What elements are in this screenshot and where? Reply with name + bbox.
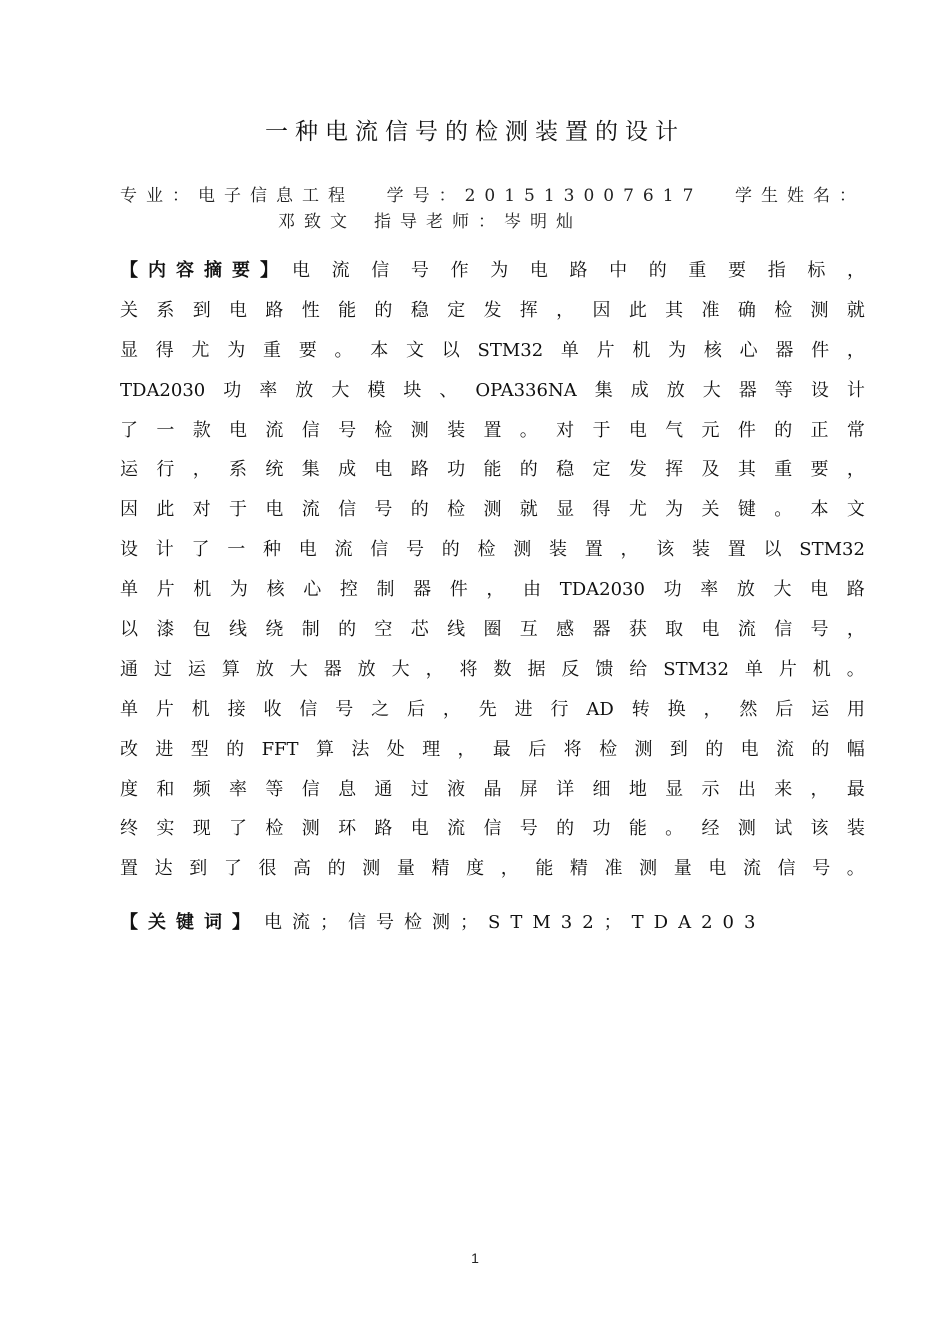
abstract-line — [120, 656, 865, 696]
abstract-line-text: 置 达 到 了 很 高 的 测 量 精 度 ， 能 精 准 测 量 电 流 信 号 。 — [120, 858, 865, 880]
page-title: 一种电流信号的检测装置的设计 — [265, 119, 685, 145]
abstract-line — [120, 496, 865, 536]
abstract-line-text: 度 和 频 率 等 信 息 通 过 液 晶 屏 详 细 地 显 示 出 来 ， 最 — [120, 778, 865, 800]
abstract-line-text: 电 流 信 号 作 为 电 路 中 的 重 要 指 标 ， — [292, 260, 865, 281]
abstract-line-text: 以 漆 包 线 绕 制 的 空 芯 线 圈 互 感 器 获 取 电 流 信 号 ， — [120, 619, 865, 641]
abstract-line — [120, 377, 865, 417]
abstract-line-text: TDA2030 功 率 放 大 模 块 、 OPA336NA 集 成 放 大 器 等 设 计 — [120, 379, 865, 401]
keywords-text: 电流；信号检测；STM32；TDA203 — [264, 912, 766, 933]
abstract-line-text: 通 过 运 算 放 大 器 放 大 ， 将 数 据 反 馈 给 STM32 单 片 机 。 — [120, 658, 865, 680]
abstract-line-text: 单 片 机 为 核 心 控 制 器 件 ， 由 TDA2030 功 率 放 大 电 路 — [120, 579, 865, 601]
author-info-line-2 — [278, 207, 698, 232]
keywords-label: 【关键词】 — [120, 912, 260, 933]
student-id-field: 学号：201513007617 — [386, 186, 703, 206]
abstract — [120, 257, 865, 895]
advisor-field: 指导老师：岑明灿 — [374, 212, 582, 232]
abstract-line-text: 了 一 款 电 流 信 号 检 测 装 置 。 对 于 电 气 元 件 的 正 常 — [120, 419, 865, 441]
student-name-value: 邓致文 — [278, 212, 356, 232]
abstract-line — [120, 736, 865, 776]
student-name-label: 学生姓名： — [734, 186, 865, 206]
page-number: 1 — [471, 1250, 479, 1266]
abstract-line-text: 改 进 型 的 FFT 算 法 处 理 ， 最 后 将 检 测 到 的 电 流 的 幅 — [120, 738, 865, 760]
abstract-line-text: 显 得 尤 为 重 要 。 本 文 以 STM32 单 片 机 为 核 心 器 件 ， — [120, 339, 865, 361]
abstract-line — [120, 337, 865, 377]
abstract-line — [120, 815, 865, 855]
abstract-line — [120, 616, 865, 656]
abstract-line — [120, 417, 865, 457]
abstract-line-text: 关 系 到 电 路 性 能 的 稳 定 发 挥 ， 因 此 其 准 确 检 测 就 — [120, 299, 865, 321]
abstract-line — [120, 855, 865, 895]
abstract-line — [120, 297, 865, 337]
abstract-line-text: 单 片 机 接 收 信 号 之 后 ， 先 进 行 AD 转 换 ， 然 后 运 用 — [120, 698, 865, 720]
abstract-line — [120, 257, 865, 297]
abstract-line-text: 设 计 了 一 种 电 流 信 号 的 检 测 装 置 ， 该 装 置 以 STM32 — [120, 539, 865, 561]
abstract-line-text: 因 此 对 于 电 流 信 号 的 检 测 就 显 得 尤 为 关 键 。 本 文 — [120, 499, 865, 521]
abstract-line-text: 运 行 ， 系 统 集 成 电 路 功 能 的 稳 定 发 挥 及 其 重 要 ， — [120, 459, 865, 481]
abstract-line-text: 终 实 现 了 检 测 环 路 电 流 信 号 的 功 能 。 经 测 试 该 装 — [120, 818, 865, 840]
major-field: 专业：电子信息工程 — [120, 186, 354, 206]
keywords — [120, 908, 865, 934]
abstract-label: 【内容摘要】 — [120, 260, 288, 281]
abstract-line — [120, 696, 865, 736]
abstract-line — [120, 776, 865, 816]
abstract-line — [120, 456, 865, 496]
abstract-line — [120, 576, 865, 616]
abstract-line — [120, 536, 865, 576]
author-info-line-1 — [120, 181, 865, 206]
